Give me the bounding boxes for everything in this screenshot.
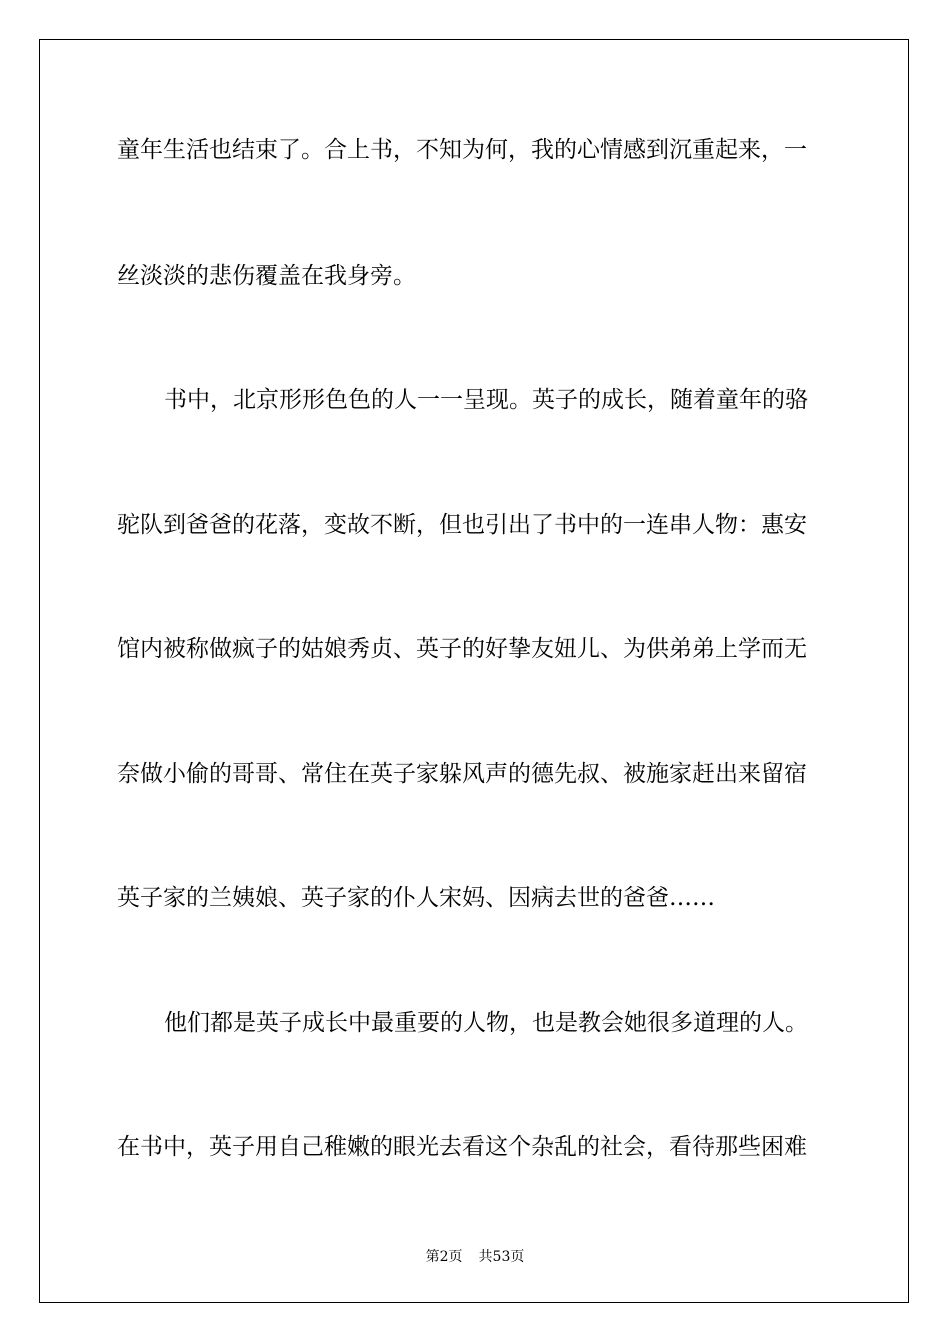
page-border: [39, 39, 909, 1303]
text-line: 奈做小偷的哥哥、常住在英子家躲风声的德先叔、被施家赶出来留宿: [117, 761, 807, 787]
page-number: 第2页: [425, 1249, 463, 1265]
paragraph-start-line: 他们都是英子成长中最重要的人物，也是教会她很多道理的人。: [164, 1010, 808, 1036]
page-total: 共53页: [478, 1249, 525, 1265]
text-line: 在书中，英子用自己稚嫩的眼光去看这个杂乱的社会，看待那些困难: [117, 1134, 807, 1160]
page-footer: [0, 1247, 950, 1267]
paragraph-start-line: 书中，北京形形色色的人一一呈现。英子的成长，随着童年的骆: [164, 387, 808, 413]
text-line: 驼队到爸爸的花落，变故不断，但也引出了书中的一连串人物：惠安: [117, 512, 807, 538]
text-line: 丝淡淡的悲伤覆盖在我身旁。: [117, 263, 416, 289]
text-line: 馆内被称做疯子的姑娘秀贞、英子的好挚友妞儿、为供弟弟上学而无: [117, 636, 807, 662]
text-line: 英子家的兰姨娘、英子家的仆人宋妈、因病去世的爸爸……: [117, 885, 715, 911]
text-line: 童年生活也结束了。合上书，不知为何，我的心情感到沉重起来，一: [117, 137, 807, 163]
